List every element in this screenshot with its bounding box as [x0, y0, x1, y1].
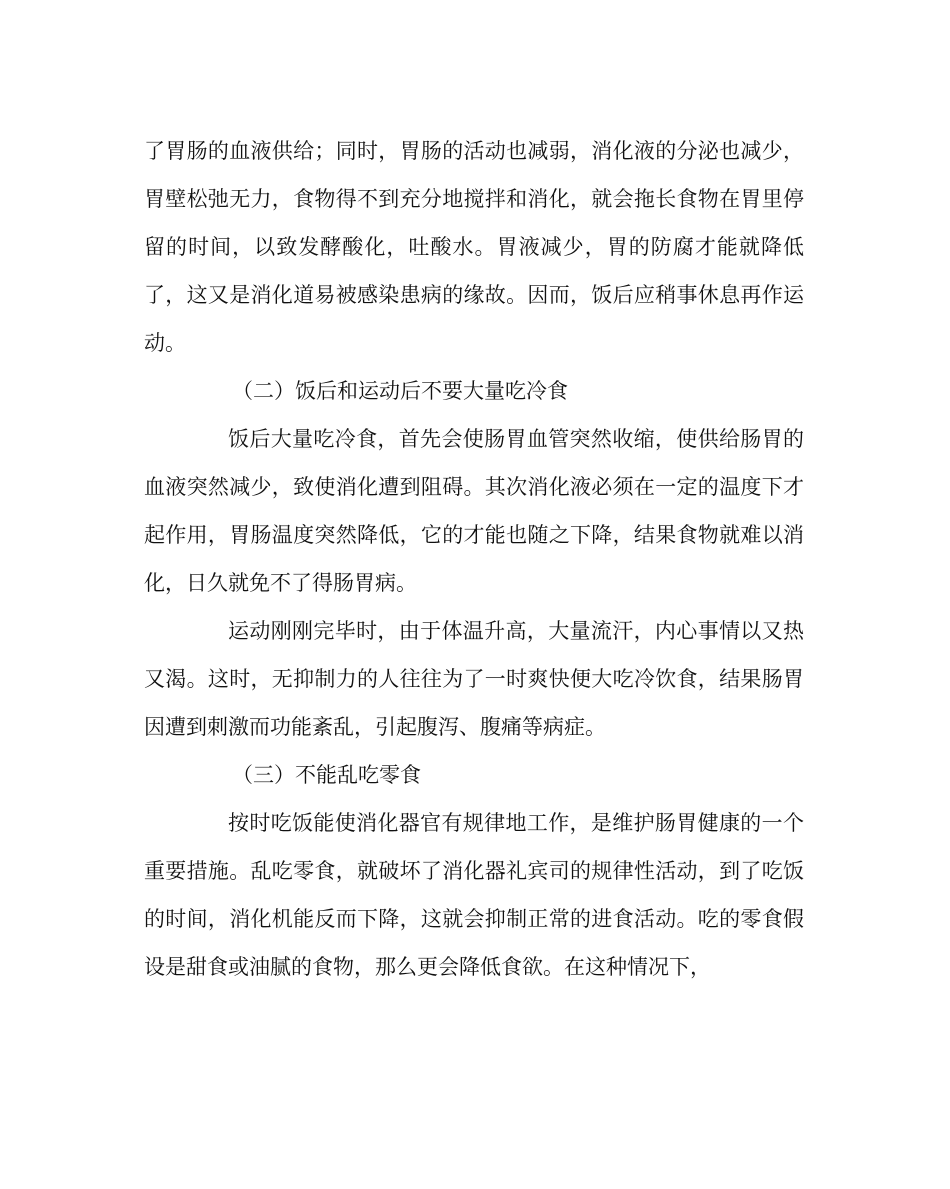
section-heading-3: （三）不能乱吃零食: [232, 763, 421, 787]
section-heading-2: （二）饭后和运动后不要大量吃冷食: [232, 379, 568, 403]
paragraph-snacks: 按时吃饭能使消化器官有规律地工作，是维护肠胃健康的一个重要措施。乱吃零食，就破坏了消化器礼宾司的规律性活动，到了吃饭的时间，消化机能反而下降，这就会抑制正常的进食活动。吃的零食假设是甜食或油腻的食物，那么更会降低食欲。在这种情况下，: [144, 811, 804, 979]
document-body: [144, 127, 804, 991]
paragraph-continuation: 了胃肠的血液供给；同时，胃肠的活动也减弱，消化液的分泌也减少，胃壁松弛无力，食物得不到充分地搅拌和消化，就会拖长食物在胃里停留的时间，以致发酵酸化，吐酸水。胃液减少，胃的防腐才能就降低了，这又是消化道易被感染患病的缘故。因而，饭后应稍事休息再作运动。: [144, 139, 804, 355]
paragraph-cold-food-after-exercise: 运动刚刚完毕时，由于体温升高，大量流汗，内心事情以又热又渴。这时，无抑制力的人往往为了一时爽快便大吃冷饮食，结果肠胃因遭到刺激而功能紊乱，引起腹泻、腹痛等病症。: [144, 619, 804, 739]
paragraph-cold-food-after-meal: 饭后大量吃冷食，首先会使肠胃血管突然收缩，使供给肠胃的血液突然减少，致使消化遭到阻碍。其次消化液必须在一定的温度下才起作用，胃肠温度突然降低，它的才能也随之下降，结果食物就难以消化，日久就免不了得肠胃病。: [144, 427, 804, 595]
